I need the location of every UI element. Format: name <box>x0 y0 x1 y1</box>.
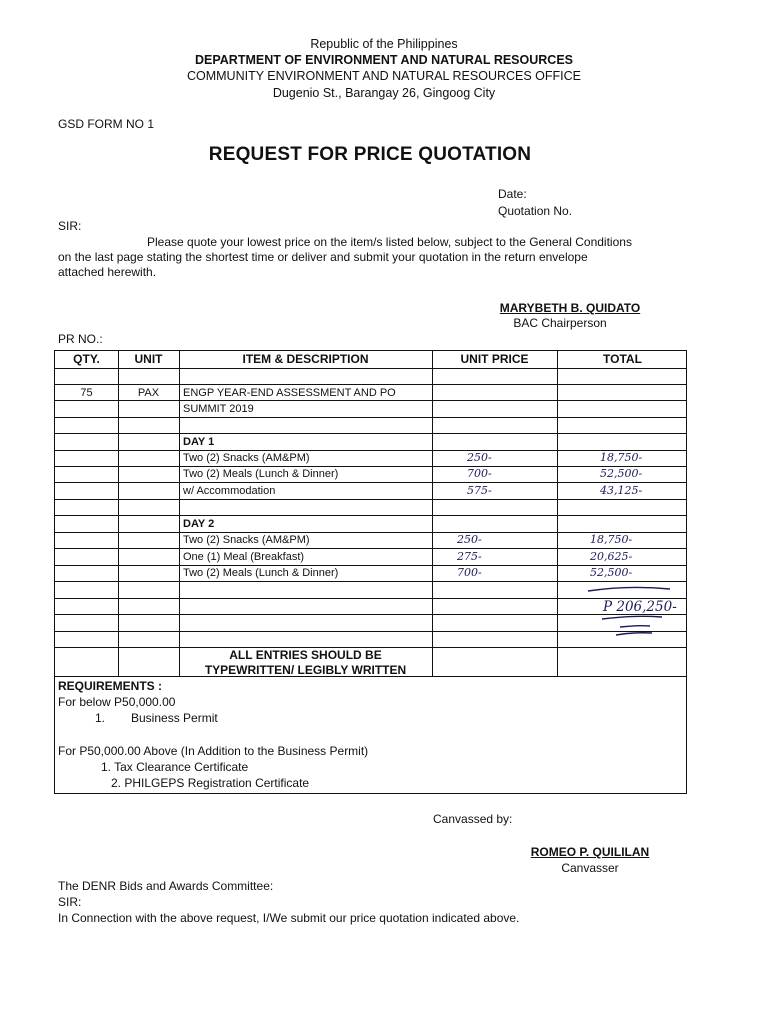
page-title: REQUEST FOR PRICE QUOTATION <box>208 144 532 165</box>
canvassed-by-label: Canvassed by: <box>433 812 513 826</box>
entries-note-line2: TYPEWRITTEN/ LEGIBLY WRITTEN <box>204 663 407 677</box>
grand-total: P 206,250- <box>603 599 677 615</box>
day1-row2-total: 52,500- <box>600 467 643 480</box>
day1-row3-price: 575- <box>467 484 492 497</box>
requirements-below-item: Business Permit <box>131 711 218 725</box>
canvasser-name: ROMEO P. QUILILAN <box>530 845 650 859</box>
chairperson-name: MARYBETH B. QUIDATO <box>499 301 641 315</box>
closing-line-2: SIR: <box>58 895 82 909</box>
requirements-heading: REQUIREMENTS : <box>58 679 163 693</box>
date-label: Date: <box>498 187 527 201</box>
col-header-unit-price: UNIT PRICE <box>460 352 529 366</box>
day2-row1-total: 18,750- <box>590 533 633 546</box>
intro-line-2: on the last page stating the shortest time or deliver and submit your quotation in the return envelope <box>58 250 588 264</box>
col-header-item: ITEM & DESCRIPTION <box>242 352 369 366</box>
unit-value: PAX <box>137 387 160 399</box>
day2-row3-total: 52,500- <box>590 566 633 579</box>
closing-line-3: In Connection with the above request, I/We submit our price quotation indicated above. <box>58 911 520 925</box>
day1-row1-desc: Two (2) Snacks (AM&PM) <box>183 452 310 464</box>
pr-no-label: PR NO.: <box>58 332 103 346</box>
col-header-unit: UNIT <box>134 352 163 366</box>
day1-label: DAY 1 <box>183 436 215 448</box>
requirements-above-item2: 2. PHILGEPS Registration Certificate <box>111 776 310 790</box>
day1-row3-total: 43,125- <box>600 484 643 497</box>
header-department: DEPARTMENT OF ENVIRONMENT AND NATURAL RESOURCES <box>194 53 573 67</box>
requirements-below-num: 1. <box>95 711 106 725</box>
day1-row1-price: 250- <box>467 451 492 464</box>
day2-row2-total: 20,625- <box>590 550 633 563</box>
canvasser-title: Canvasser <box>561 861 619 875</box>
item-description-line2: SUMMIT 2019 <box>183 403 254 415</box>
requirements-box <box>54 677 687 794</box>
intro-line-3: attached herewith. <box>58 265 157 279</box>
header-republic: Republic of the Philippines <box>310 37 458 51</box>
chairperson-title: BAC Chairperson <box>513 316 607 330</box>
requirements-below-label: For below P50,000.00 <box>58 695 176 709</box>
item-description-line1: ENGP YEAR-END ASSESSMENT AND PO <box>183 387 396 399</box>
day2-row3-price: 700- <box>457 566 482 579</box>
day1-row3-desc: w/ Accommodation <box>183 485 276 497</box>
day1-row2-desc: Two (2) Meals (Lunch & Dinner) <box>183 468 339 480</box>
day2-row3-desc: Two (2) Meals (Lunch & Dinner) <box>183 567 339 579</box>
qty-value: 75 <box>80 387 93 399</box>
entries-note-line1: ALL ENTRIES SHOULD BE <box>229 648 382 662</box>
day2-label: DAY 2 <box>183 518 215 530</box>
day2-row2-price: 275- <box>457 550 482 563</box>
col-header-qty: QTY. <box>73 352 100 366</box>
form-number: GSD FORM NO 1 <box>58 117 155 131</box>
header-office: COMMUNITY ENVIRONMENT AND NATURAL RESOURCES OFFICE <box>186 69 582 83</box>
header-address: Dugenio St., Barangay 26, Gingoog City <box>272 86 496 100</box>
day2-row1-price: 250- <box>457 533 482 546</box>
day1-row1-total: 18,750- <box>600 451 643 464</box>
requirements-above-label: For P50,000.00 Above (In Addition to the Business Permit) <box>58 744 369 758</box>
day2-row1-desc: Two (2) Snacks (AM&PM) <box>183 534 310 546</box>
day2-row2-desc: One (1) Meal (Breakfast) <box>183 551 305 563</box>
items-table <box>54 350 687 677</box>
col-header-total: TOTAL <box>603 352 642 366</box>
intro-line-1: Please quote your lowest price on the item/s listed below, subject to the General Conditions <box>147 235 632 249</box>
day1-row2-price: 700- <box>467 467 492 480</box>
quotation-no-label: Quotation No. <box>498 204 573 218</box>
requirements-above-item1: 1. Tax Clearance Certificate <box>101 760 249 774</box>
salutation: SIR: <box>58 219 82 233</box>
closing-line-1: The DENR Bids and Awards Committee: <box>58 879 274 893</box>
